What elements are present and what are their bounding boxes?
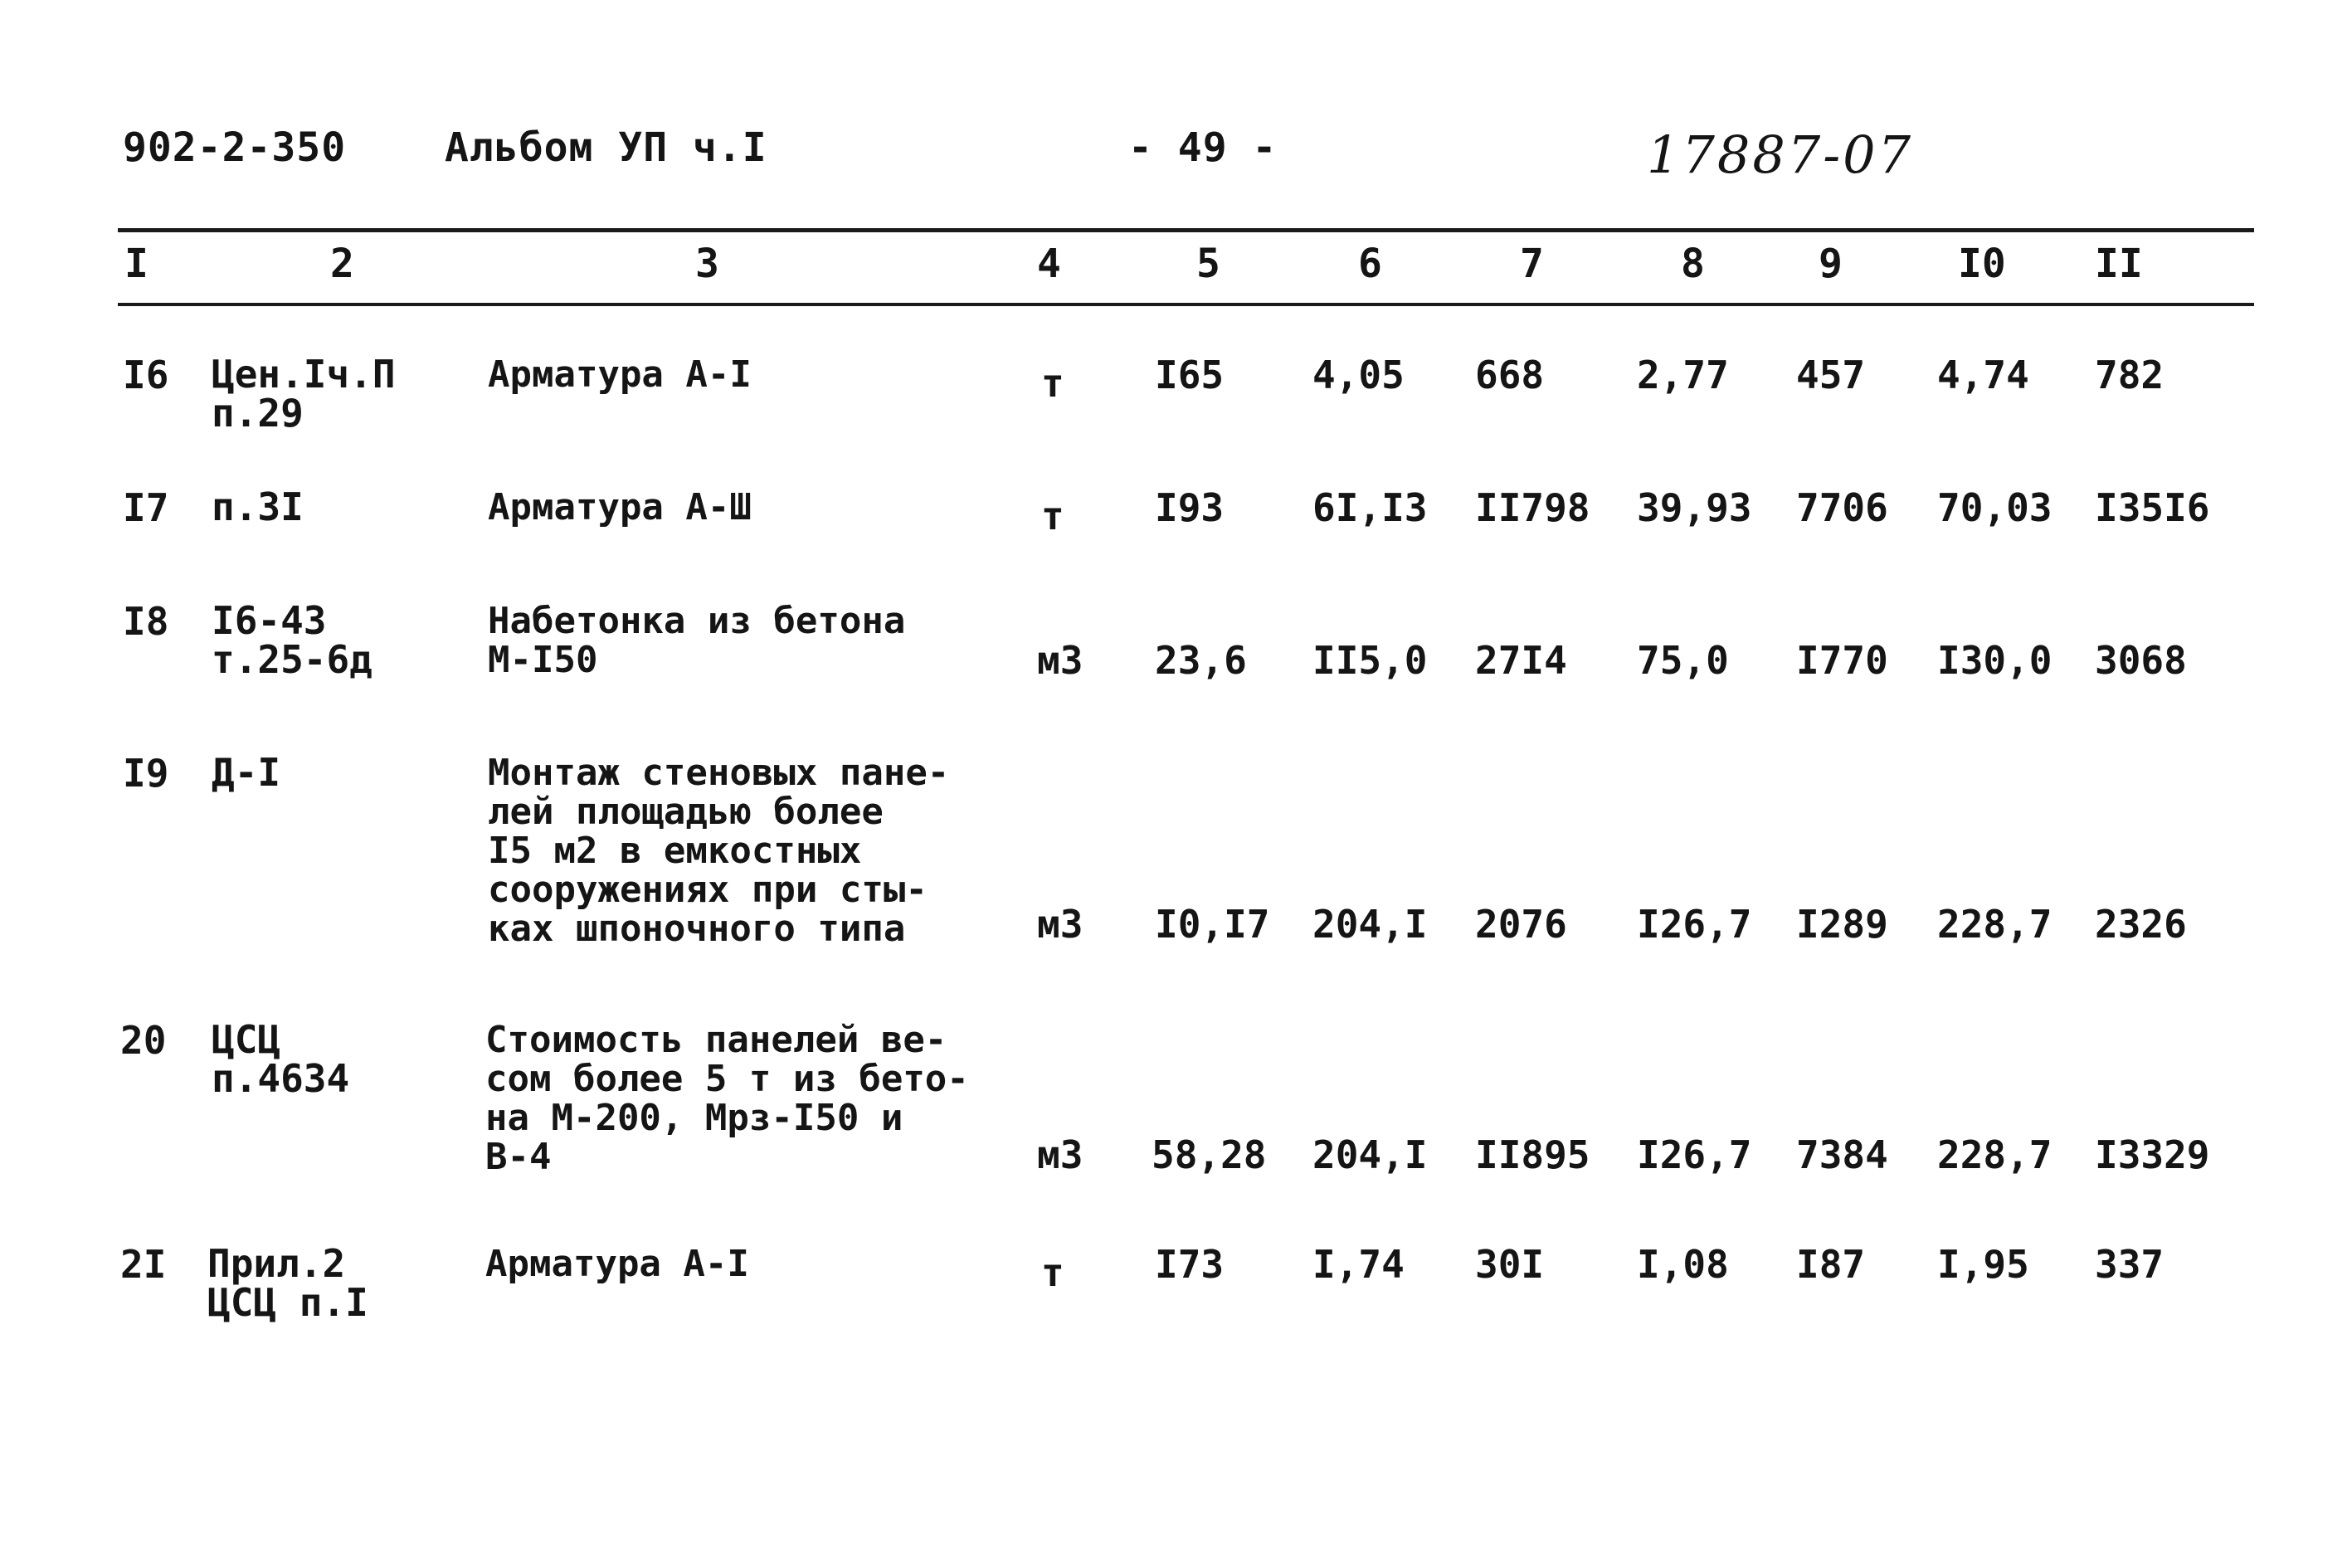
row-description: Монтаж стеновых пане- лей площадью более I5 м2 в емкостных сооружениях при сты- ках шпоночного типа [488,752,950,950]
page-number: - 49 - [1128,124,1278,171]
column-header-5: 5 [1196,241,1220,287]
column-header-8: 8 [1681,241,1705,287]
row-number: 2I [120,1242,167,1287]
row-number: I6 [123,353,169,397]
row-col-6: 6I,I3 [1312,485,1428,530]
document-code: 902-2-350 [123,124,347,171]
row-col-9: I770 [1796,638,1888,683]
row-quantity: 58,28 [1152,1132,1267,1177]
album-label: Альбом УП ч.I [445,124,767,171]
column-header-7: 7 [1520,241,1544,287]
row-reference: I6-43 т.25-6д [212,598,373,682]
row-col-8: 39,93 [1637,485,1752,530]
row-col-7: 27I4 [1475,638,1567,683]
row-col-7: 30I [1475,1242,1545,1287]
column-header-3: 3 [695,241,719,287]
row-col-10: I30,0 [1937,638,2053,683]
row-reference: Цен.Iч.П п.29 [212,352,396,436]
row-col-11: 2326 [2095,902,2187,947]
row-col-11: 3068 [2095,638,2187,683]
row-number: I7 [123,485,169,530]
row-unit: м3 [1037,638,1083,683]
row-col-11: I3329 [2095,1132,2210,1177]
row-col-11: I35I6 [2095,485,2210,530]
row-col-9: 7706 [1796,485,1888,530]
row-col-8: I26,7 [1637,902,1752,947]
row-reference: Д-I [212,750,281,795]
column-header-6: 6 [1358,241,1382,287]
column-header-1: I [124,241,149,287]
row-col-6: 204,I [1312,902,1428,947]
row-unit: т [1041,361,1064,406]
table-top-rule [118,228,2254,232]
row-quantity: I65 [1155,353,1225,397]
row-number: 20 [120,1018,167,1063]
column-header-4: 4 [1037,241,1061,287]
row-description: Арматура А-I [488,353,752,396]
row-col-7: II798 [1475,485,1590,530]
row-col-7: 2076 [1475,902,1567,947]
row-number: I9 [123,751,169,796]
row-col-6: 204,I [1312,1132,1428,1177]
row-quantity: I73 [1155,1242,1225,1287]
row-unit: м3 [1037,902,1083,947]
column-header-9: 9 [1819,241,1843,287]
handwritten-number: 17887-07 [1647,124,1914,185]
row-col-6: I,74 [1312,1242,1405,1287]
column-header-2: 2 [330,241,354,287]
row-number: I8 [123,599,169,644]
row-col-9: I87 [1796,1242,1866,1287]
row-col-8: 2,77 [1637,353,1729,397]
row-reference: п.3I [212,485,304,529]
row-col-9: 7384 [1796,1132,1888,1177]
row-col-10: I,95 [1937,1242,2029,1287]
row-unit: м3 [1037,1132,1083,1177]
row-col-6: 4,05 [1312,353,1405,397]
row-description: Арматура А-I [485,1243,749,1285]
row-col-10: 228,7 [1937,902,2053,947]
row-col-9: 457 [1796,353,1866,397]
row-col-10: 70,03 [1937,485,2053,530]
row-description: Стоимость панелей ве- сом более 5 т из бето- на М-200, Мрз-I50 и В-4 [485,1019,969,1178]
row-unit: т [1041,1250,1064,1295]
row-reference: Прил.2 ЦСЦ п.I [207,1241,368,1325]
row-col-8: 75,0 [1637,638,1729,683]
row-unit: т [1041,494,1064,538]
row-col-6: II5,0 [1312,638,1428,683]
row-description: Набетонка из бетона М-I50 [488,600,906,681]
row-col-7: 668 [1475,353,1545,397]
row-description: Арматура А-Ш [488,486,752,528]
row-col-10: 228,7 [1937,1132,2053,1177]
row-quantity: I93 [1155,485,1225,530]
row-quantity: 23,6 [1155,638,1247,683]
column-header-11: II [2095,241,2143,287]
column-header-10: I0 [1958,241,2006,287]
row-col-11: 337 [2095,1242,2165,1287]
row-col-9: I289 [1796,902,1888,947]
row-quantity: I0,I7 [1155,902,1270,947]
row-col-8: I,08 [1637,1242,1729,1287]
row-col-7: II895 [1475,1132,1590,1177]
row-col-8: I26,7 [1637,1132,1752,1177]
row-reference: ЦСЦ п.4634 [212,1017,350,1101]
table-header-rule [118,303,2254,306]
row-col-10: 4,74 [1937,353,2029,397]
row-col-11: 782 [2095,353,2165,397]
